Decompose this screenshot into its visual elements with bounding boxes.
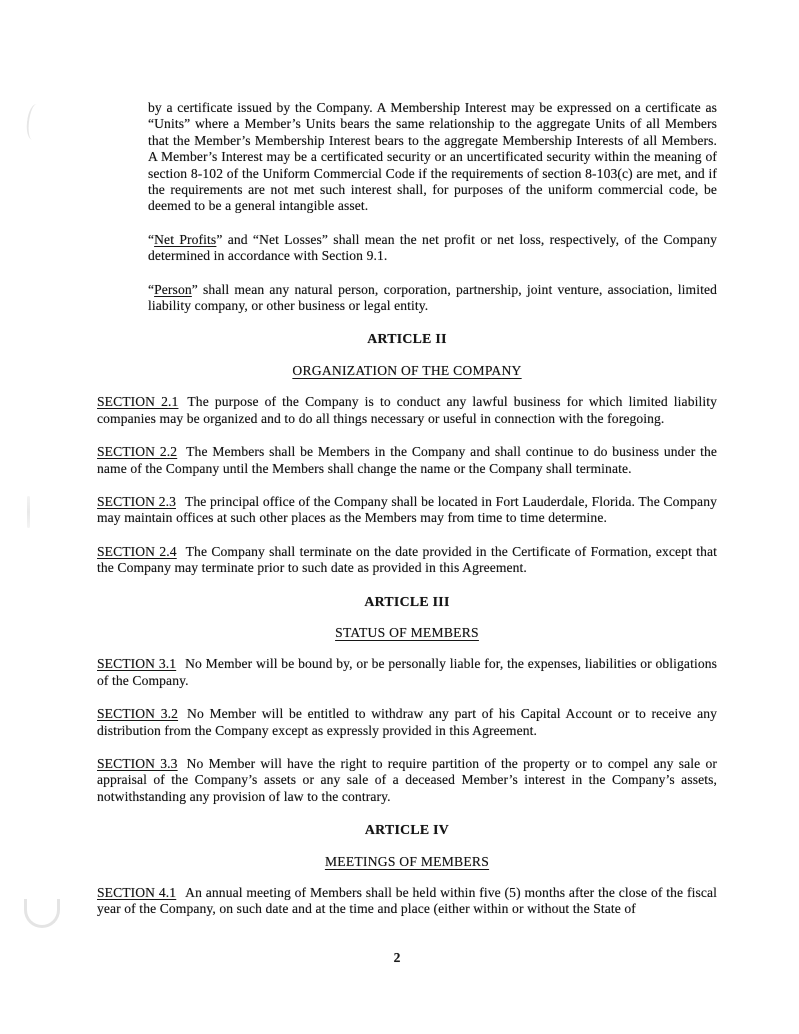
section-label: SECTION 2.2	[97, 444, 178, 460]
article-subheading: STATUS OF MEMBERS	[335, 624, 479, 640]
definition-paragraph: “Person” shall mean any natural person, corporation, partnership, joint venture, association, limited liability company, or other business or legal entity.	[148, 281, 717, 314]
section-label: SECTION 2.1	[97, 394, 179, 410]
section-text: No Member will be bound by, or be personally liable for, the expenses, liabilities or obligations of the Company.	[97, 656, 718, 688]
section-text: No Member will have the right to require partition of the property or to compel any sale or appraisal of the Company’s assets or any sale of a deceased Member’s interest in the Company’s assets, notwithstanding any provision of law to the contrary.	[97, 755, 717, 804]
body-paragraph: by a certificate issued by the Company. A Membership Interest may be expressed on a certificate as “Units” where a Member’s Units bears the same relationship to the aggregate Units of all Members that the Member’s Membership Interest bears to the aggregate Membership Interests of all Members. A Member’s Interest may be a certificated security or an uncertificated security within the meaning of section 8-102 of the Uniform Commercial Code if the requirements of section 8-103(c) are met, and if the requirements are not met such interest shall, for purposes of the uniform commercial code, be deemed to be a general intangible asset.	[148, 100, 717, 214]
section-label: SECTION 4.1	[97, 885, 177, 900]
section-paragraph	[97, 394, 717, 427]
section-paragraph	[97, 656, 717, 689]
defined-term: Net Profits	[154, 231, 217, 247]
section-text: The purpose of the Company is to conduct any lawful business for which limited liability companies may be organized and to do all things necessary or useful in connection with the foregoing.	[97, 394, 717, 426]
section-paragraph	[97, 756, 717, 805]
section-label: SECTION 3.3	[97, 755, 178, 771]
section-label: SECTION 3.1	[97, 656, 177, 672]
definition-paragraph: “Net Profits” and “Net Losses” shall mean the net profit or net loss, respectively, of the Company determined in accordance with Section 9.1.	[148, 231, 717, 264]
section-text: No Member will be entitled to withdraw any part of his Capital Account or to receive any distribution from the Company except as expressly provided in this Agreement.	[97, 706, 717, 738]
article-subheading: ORGANIZATION OF THE COMPANY	[292, 362, 522, 378]
article-subheading: MEETINGS OF MEMBERS	[324, 853, 490, 869]
section-label: SECTION 3.2	[97, 706, 179, 722]
article-heading: ARTICLE II	[367, 331, 447, 347]
section-text: The Company shall terminate on the date provided in the Certificate of Formation, except that the Company may terminate prior to such date as provided in this Agreement.	[97, 543, 717, 576]
scan-artifact-top	[25, 103, 44, 141]
page-number: 2	[393, 950, 401, 965]
document-content	[97, 100, 717, 935]
scan-artifact-bottom	[24, 899, 60, 928]
section-text: The principal office of the Company shall be located in Fort Lauderdale, Florida. The Company may maintain offices at such other places as the Members may from time to time determine.	[97, 493, 717, 526]
section-label: SECTION 2.4	[97, 543, 177, 559]
article-heading: ARTICLE IV	[364, 822, 450, 838]
section-paragraph	[97, 444, 717, 477]
section-text: The Members shall be Members in the Company and shall continue to do business under the name of the Company until the Members shall change the name or the Company shall terminate.	[97, 444, 717, 476]
section-label: SECTION 2.3	[97, 493, 176, 509]
defined-term: Person	[154, 281, 192, 297]
section-paragraph	[97, 706, 717, 739]
section-paragraph	[97, 494, 717, 527]
section-paragraph	[97, 544, 717, 577]
scan-artifact-middle	[27, 496, 30, 528]
section-text: An annual meeting of Members shall be held within five (5) months after the close of the fiscal year of the Company, on such date and at the time and place (either within or without the State of	[97, 885, 717, 917]
article-heading: ARTICLE III	[364, 593, 450, 609]
section-paragraph	[97, 885, 717, 918]
